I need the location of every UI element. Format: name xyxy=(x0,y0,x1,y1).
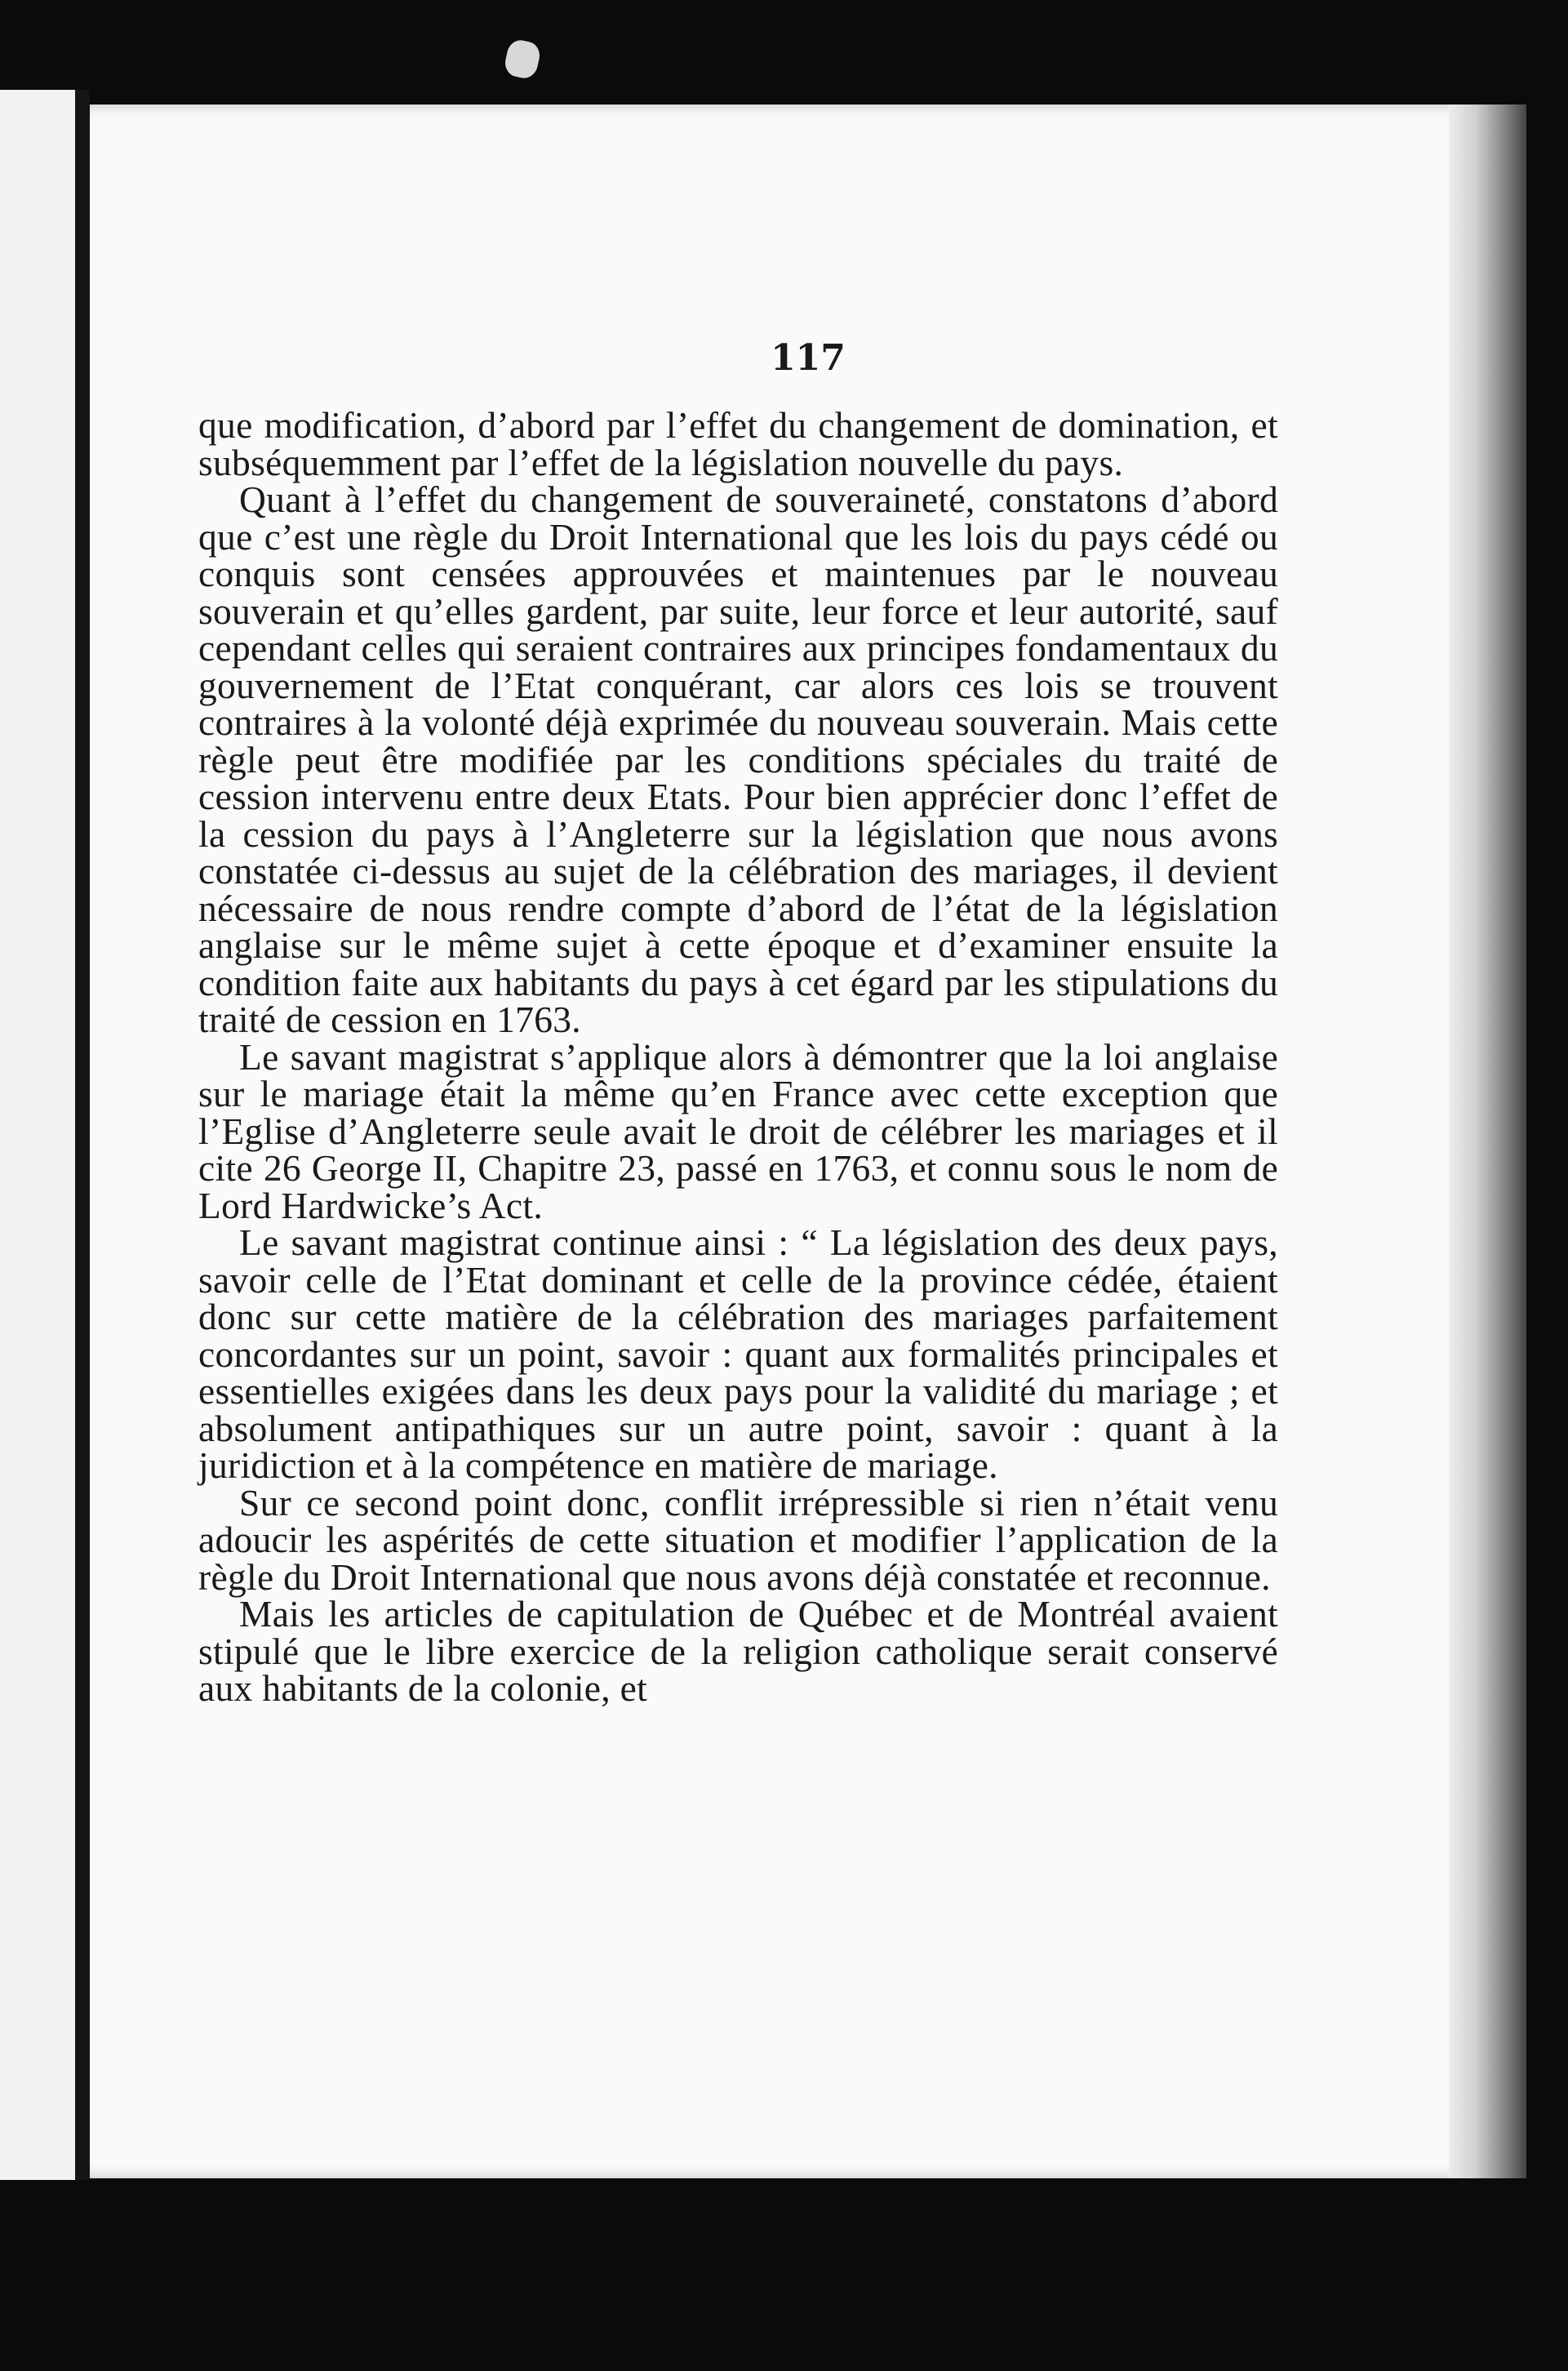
page-number: 117 xyxy=(771,337,846,379)
previous-page-edge xyxy=(0,90,82,2180)
page-gutter-shadow xyxy=(75,90,90,2180)
page-binding-edge xyxy=(1449,105,1526,2178)
paragraph: Le savant magistrat continue ainsi : “ La législation des deux pays, savoir celle de l’Etat dominant et celle de la province cédée, étaient donc sur cette matière de la célébration des mariages parfaitement concordantes sur un point, savoir : quant aux formalités principales et essentielles exigées dans les deux pays pour la validité du mariage ; et absolument antipathiques sur un autre point, savoir : quant à la juridiction et à la compétence en matière de mariage. xyxy=(198,1221,1278,1486)
book-page xyxy=(90,105,1526,2178)
scan-speck xyxy=(503,38,542,80)
paragraph: Quant à l’effet du changement de souveraineté, constatons d’abord que c’est une règle du Droit International que les lois du pays cédé ou conquis sont censées approuvées et maintenues par le nouveau souverain et qu’elles gardent, par suite, leur force et leur autorité, sauf cependant celles qui seraient contraires aux principes fondamentaux du gouvernement de l’Etat conquérant, car alors ces lois se trouvent contraires à la volonté déjà exprimée du nouveau souverain. Mais cette règle peut être modifiée par les conditions spéciales du traité de cession intervenu entre deux Etats. Pour bien apprécier donc l’effet de la cession du pays à l’Angleterre sur la législation que nous avons constatée ci-dessus au sujet de la célébration des mariages, il devient nécessaire de nous rendre compte d’abord de l’état de la législation anglaise sur le même sujet à cette époque et d’examiner ensuite la condition faite aux habitants du pays à cet égard par les stipulations du traité de cession en 1763. xyxy=(198,478,1278,1040)
paragraph: Le savant magistrat s’applique alors à démontrer que la loi anglaise sur le mariage était la même qu’en France avec cette exception que l’Eglise d’Angleterre seule avait le droit de célébrer les mariages et il cite 26 George II, Chapitre 23, passé en 1763, et connu sous le nom de Lord Hardwicke’s Act. xyxy=(198,1035,1278,1226)
paragraph: Mais les articles de capitulation de Québec et de Montréal avaient stipulé que le libre exercice de la religion catholique serait conservé aux habitants de la colonie, et xyxy=(198,1593,1278,1709)
paragraph: Sur ce second point donc, conflit irrépressible si rien n’était venu adoucir les aspérités de cette situation et modifier l’application de la règle du Droit International que nous avons déjà constatée et reconnue. xyxy=(198,1481,1278,1598)
body-text xyxy=(198,404,1278,1709)
paragraph: que modification, d’abord par l’effet du changement de domination, et subséquemment par l’effet de la législation nouvelle du pays. xyxy=(198,404,1278,483)
